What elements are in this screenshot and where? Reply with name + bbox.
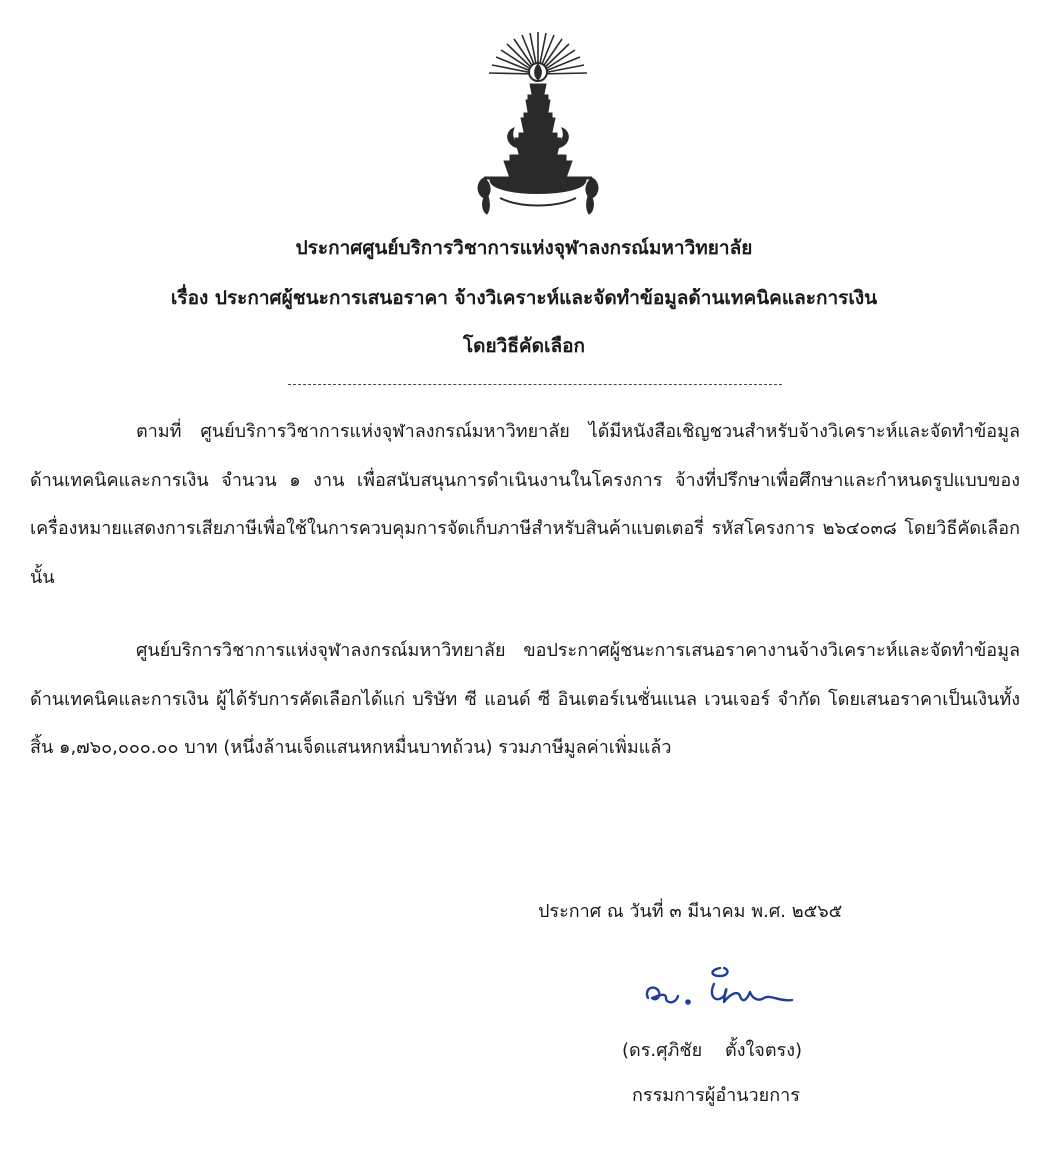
body-paragraph-2: ศูนย์บริการวิชาการแห่งจุฬาลงกรณ์มหาวิทยาลัย ขอประกาศผู้ชนะการเสนอราคางานจ้างวิเคราะห์และจัดทำข้อมูลด้านเทคนิคและการเงิน ผู้ได้รับการคัดเลือกได้แก่ บริษัท ซี แอนด์ ซี อินเตอร์เนชั่นแนล เวนเจอร์ จำกัด โดยเสนอราคาเป็นเงินทั้งสิ้น ๑,๗๖๐,๐๐๐.๐๐ บาท (หนึ่งล้านเจ็ดแสนหกหมื่นบาทถ้วน) รวมภาษีมูลค่าเพิ่มแล้ว (30, 640, 1020, 758)
announcement-title: ประกาศศูนย์บริการวิชาการแห่งจุฬาลงกรณ์มหาวิทยาลัย (295, 237, 753, 259)
dashed-divider (288, 384, 782, 385)
chulalongkorn-phra-kiao-emblem-icon (470, 28, 606, 228)
signatory-name: (ดร.ศุภิชัย ตั้งใจตรง) (622, 1040, 803, 1061)
handwritten-signature (640, 962, 820, 1014)
signatory-position: กรรมการผู้อำนวยการ (632, 1085, 800, 1106)
body-paragraph-1: ตามที่ ศูนย์บริการวิชาการแห่งจุฬาลงกรณ์มหาวิทยาลัย ได้มีหนังสือเชิญชวนสำหรับจ้างวิเคราะห์และจัดทำข้อมูลด้านเทคนิคและการเงิน จำนวน ๑ งาน เพื่อสนับสนุนการดำเนินงานในโครงการ จ้างที่ปรึกษาเพื่อศึกษาและกำหนดรูปแบบของเครื่องหมายแสดงการเสียภาษีเพื่อใช้ในการควบคุมการจัดเก็บภาษีสำหรับสินค้าแบตเตอรี่ รหัสโครงการ ๒๖๔๐๓๘ โดยวิธีคัดเลือก นั้น (30, 421, 1020, 588)
announcement-method: โดยวิธีคัดเลือก (462, 335, 586, 357)
announcement-subject: เรื่อง ประกาศผู้ชนะการเสนอราคา จ้างวิเคราะห์และจัดทำข้อมูลด้านเทคนิคและการเงิน (170, 287, 878, 309)
announcement-date: ประกาศ ณ วันที่ ๓ มีนาคม พ.ศ. ๒๕๖๕ (538, 901, 843, 922)
